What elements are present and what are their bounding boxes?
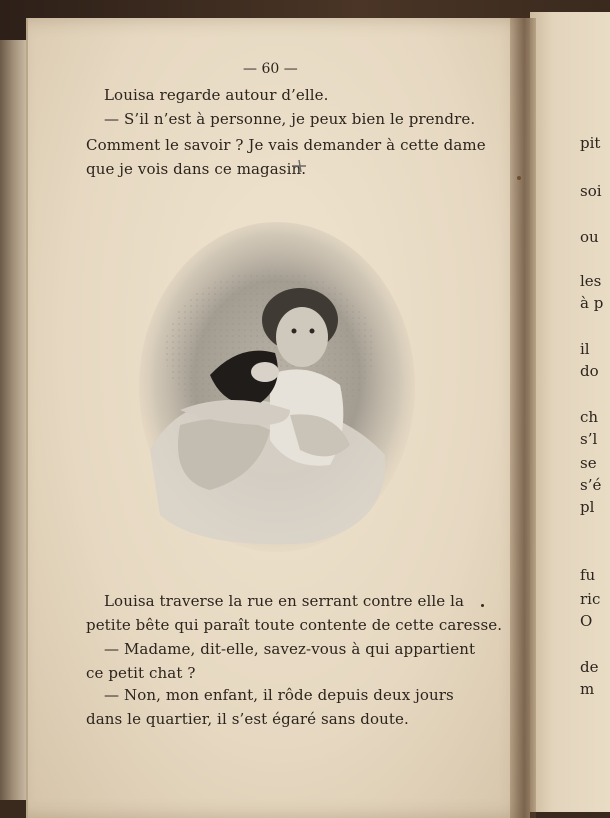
right-page-fragment: soi [580, 182, 602, 200]
book-gutter [510, 18, 536, 818]
right-page-fragment: fu [580, 566, 596, 584]
right-page-fragment: se [580, 454, 597, 472]
right-page-fragment: do [580, 362, 599, 380]
right-page-fragment: s’l [580, 430, 598, 448]
text-line: dans le quartier, il s’est égaré sans doute. [86, 710, 409, 728]
text-line: — Madame, dit-elle, savez-vous à qui appartient [104, 640, 476, 658]
right-page-fragment: m [580, 680, 595, 698]
right-page-fragment: il [580, 340, 590, 358]
text-line: — Non, mon enfant, il rôde depuis deux jours [104, 686, 454, 704]
text-line: que je vois dans ce magasin. [86, 160, 307, 178]
text-line: ce petit chat ? [86, 664, 196, 682]
text-line: Comment le savoir ? Je vais demander à cette dame [86, 136, 486, 154]
right-page-fragment: ch [580, 408, 599, 426]
text-line: Louisa traverse la rue en serrant contre elle la [104, 592, 465, 610]
page-number: — 60 — [243, 61, 298, 77]
right-page-fragment: à p [580, 294, 604, 312]
right-page-fragment: ric [580, 590, 601, 608]
right-page-fragment: pit [580, 134, 601, 152]
right-page-fragment: pl [580, 498, 595, 516]
illustration-child-with-kitten [140, 225, 415, 555]
right-page-fragment: O [580, 612, 593, 630]
pencil-mark-icon [290, 157, 308, 175]
right-page-fragment: de [580, 658, 599, 676]
text-line: Louisa regarde autour d’elle. [104, 86, 329, 104]
right-page-fragment: les [580, 272, 602, 290]
binding-mark [517, 176, 521, 180]
ink-dot [481, 604, 484, 607]
text-line: — S’il n’est à personne, je peux bien le prendre. [104, 110, 476, 128]
right-page-fragment: ou [580, 228, 599, 246]
right-page-fragment: s’é [580, 476, 602, 494]
text-line: petite bête qui paraît toute contente de cette caresse. [86, 616, 503, 634]
